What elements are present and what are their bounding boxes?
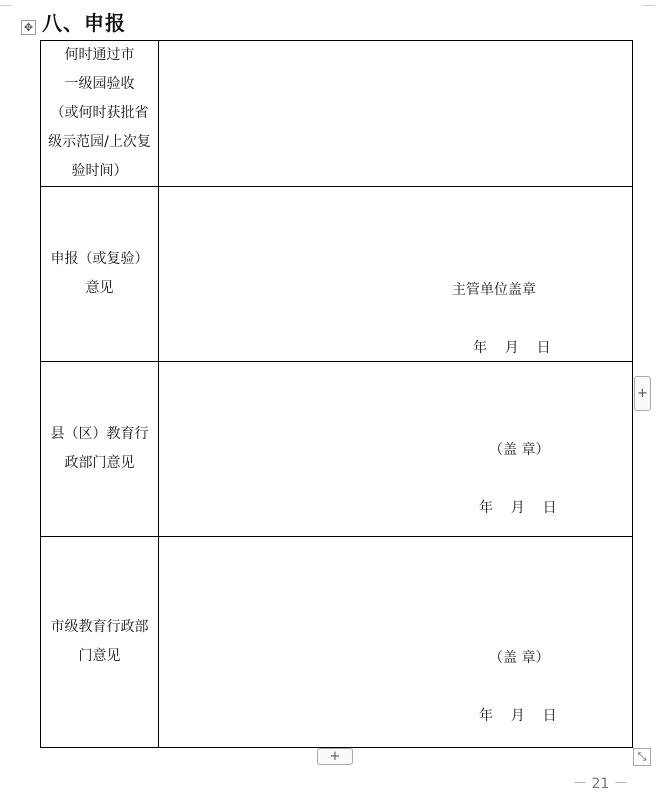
- date-label: 年 月 日: [479, 500, 557, 516]
- label-line: 级示范园/上次复: [48, 134, 151, 150]
- table-content-cell[interactable]: [159, 41, 633, 187]
- section-title: 八、申报: [42, 11, 126, 35]
- plus-icon: +: [637, 386, 648, 401]
- resize-icon[interactable]: ⤡: [633, 748, 651, 766]
- table-row: [41, 362, 633, 537]
- table-row: [41, 537, 633, 748]
- add-row-button[interactable]: [634, 376, 651, 411]
- label-line: 政部门意见: [64, 455, 135, 471]
- label-line: 何时通过市: [64, 47, 135, 63]
- label-line: 意见: [85, 280, 114, 296]
- label-line: 申报（或复验）: [50, 251, 149, 267]
- label-line: 门意见: [78, 648, 121, 664]
- table-label-cell: [41, 41, 159, 187]
- table-row: [41, 41, 633, 187]
- table-label-cell: [41, 362, 159, 537]
- label-line: 县（区）教育行: [50, 426, 149, 442]
- seal-label: （盖 章）: [489, 650, 550, 666]
- label-line: 市级教育行政部: [50, 619, 149, 635]
- label-line: 一级园验收: [64, 76, 135, 92]
- page-number: － 21 －: [573, 776, 628, 792]
- table-row: [41, 187, 633, 362]
- table-content-cell[interactable]: [159, 187, 633, 362]
- move-icon[interactable]: ✥: [21, 20, 36, 35]
- plus-icon: +: [329, 749, 341, 764]
- label-line: 验时间）: [71, 163, 128, 179]
- seal-label: 主管单位盖章: [452, 282, 536, 298]
- date-label: 年 月 日: [479, 708, 557, 724]
- table-content-cell[interactable]: [159, 537, 633, 748]
- page-corner-mark: [643, 0, 655, 6]
- table-label-cell: [41, 537, 159, 748]
- table-label-cell: [41, 187, 159, 362]
- application-form-table: [40, 40, 633, 748]
- table-content-cell[interactable]: [159, 362, 633, 537]
- add-column-button[interactable]: [317, 748, 353, 765]
- date-label: 年 月 日: [473, 340, 551, 356]
- label-line: （或何时获批省: [50, 105, 149, 121]
- seal-label: （盖 章）: [489, 442, 550, 458]
- page-corner-mark: [0, 0, 12, 6]
